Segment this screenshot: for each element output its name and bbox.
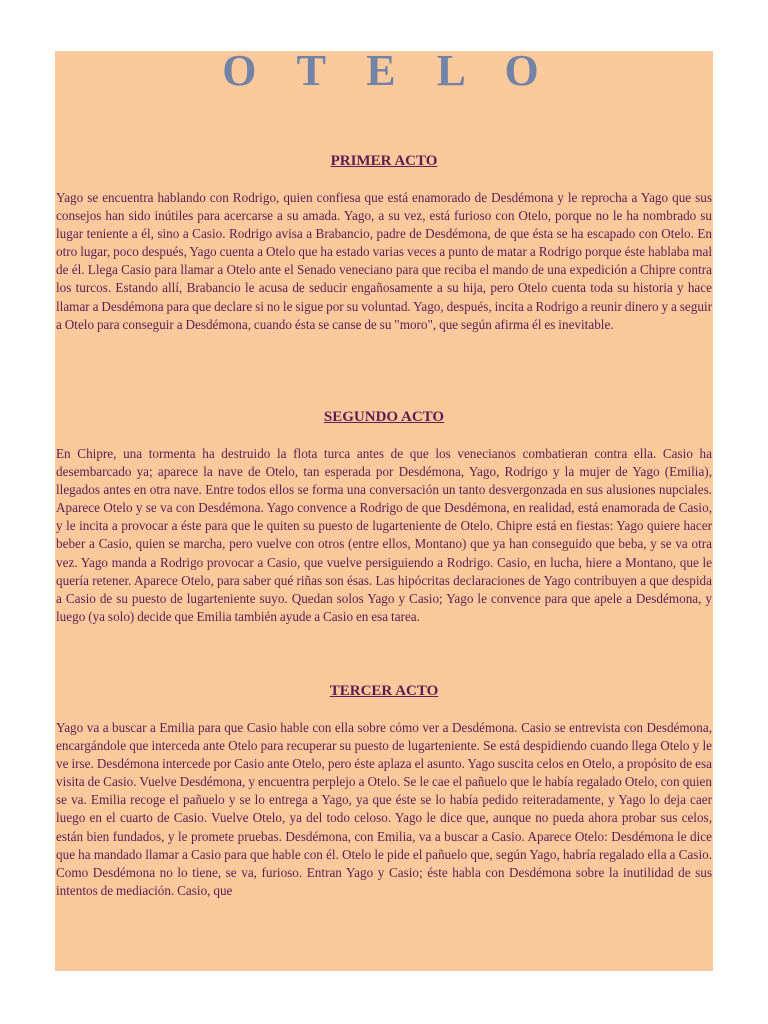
section-heading-tercer-acto: TERCER ACTO [329, 683, 439, 699]
section-text-segundo-acto: En Chipre, una tormenta ha destruido la flota turca antes de que los venecianos combatieran contra ella. Casio ha desembarcado ya; aparece la nave de Otelo, tan esperada por Desdémona, Yago, Rodrigo y la mujer de Yago (Emilia), llegados antes en otra nave. Entre todos ellos se forma una conversación un tanto desvergonzada en sus alusiones nupciales. Aparece Otelo y se va con Desdémona. Yago convence a Rodrigo de que Desdémona, en realidad, está enamorada de Casio, y le incita a provocar a éste para que le quiten su puesto de lugarteniente de Otelo. Chipre está en fiestas: Yago quiere hacer beber a Casio, quien se marcha, pero vuelve con otros (entre ellos, Montano) que ya han conseguido que beba, y se va otra vez. Yago manda a Rodrigo provocar a Casio, que vuelve persiguiendo a Rodrigo. Casio, en lucha, hiere a Montano, que le quería retener. Aparece Otelo, para saber qué riñas son ésas. Las hipócritas declaraciones de Yago contribuyen a que despida a Casio de su puesto de lugarteniente suyo. Quedan solos Yago y Casio; Yago le convence para que apele a Desdémona, y luego (ya solo) decide que Emilia también ayude a Casio en esa tarea. [56, 446, 712, 624]
section-heading-primer-acto: PRIMER ACTO [330, 153, 438, 169]
document-title: O T E L O [222, 51, 554, 95]
section-heading-segundo-acto: SEGUNDO ACTO [323, 409, 445, 425]
document-page [55, 51, 713, 971]
section-text-primer-acto: Yago se encuentra hablando con Rodrigo, quien confiesa que está enamorado de Desdémona y le reprocha a Yago que sus consejos han sido inútiles para acercarse a su amada. Yago, a su vez, está furioso con Otelo, porque no le ha nombrado su lugar teniente a él, sino a Casio. Rodrigo avisa a Brabancio, padre de Desdémona, de que ésta se ha escapado con Otelo. En otro lugar, poco después, Yago cuenta a Otelo que ha estado varias veces a punto de matar a Rodrigo porque éste hablaba mal de él. Llega Casio para llamar a Otelo ante el Senado veneciano para que reciba el mando de una expedición a Chipre contra los turcos. Estando allí, Brabancio le acusa de seducir engañosamente a su hija, pero Otelo cuenta toda su historia y hace llamar a Desdémona para que declare si no le sigue por su voluntad. Yago, después, incita a Rodrigo a reunir dinero y a seguir a Otelo para conseguir a Desdémona, cuando ésta se canse de su "moro", que según afirma él es inevitable. [56, 190, 712, 332]
section-text-tercer-acto: Yago va a buscar a Emilia para que Casio hable con ella sobre cómo ver a Desdémona. Casio se entrevista con Desdémona, encargándole que interceda ante Otelo para recuperar su puesto de lugarteniente. Se está despidiendo cuando llega Otelo y le ve irse. Desdémona intercede por Casio ante Otelo, pero éste aplaza el asunto. Yago suscita celos en Otelo, a propósito de esa visita de Casio. Vuelve Desdémona, y encuentra perplejo a Otelo. Se le cae el pañuelo que le había regalado Otelo, con quien se va. Emilia recoge el pañuelo y se lo entrega a Yago, ya que éste se lo había pedido reiteradamente, y Yago lo deja caer luego en el cuarto de Casio. Vuelve Otelo, ya del todo celoso. Yago le dice que, aunque no pueda ahora probar sus celos, están bien fundados, y le promete pruebas. Desdémona, con Emilia, va a buscar a Casio. Aparece Otelo: Desdémona le dice que ha mandado llamar a Casio para que hable con él. Otelo le pide el pañuelo que, según Yago, habría regalado ella a Casio. Como Desdémona no lo tiene, se va, furioso. Entran Yago y Casio; éste habla con Desdémona sobre la inutilidad de sus intentos de mediación. Casio, que [56, 720, 712, 898]
